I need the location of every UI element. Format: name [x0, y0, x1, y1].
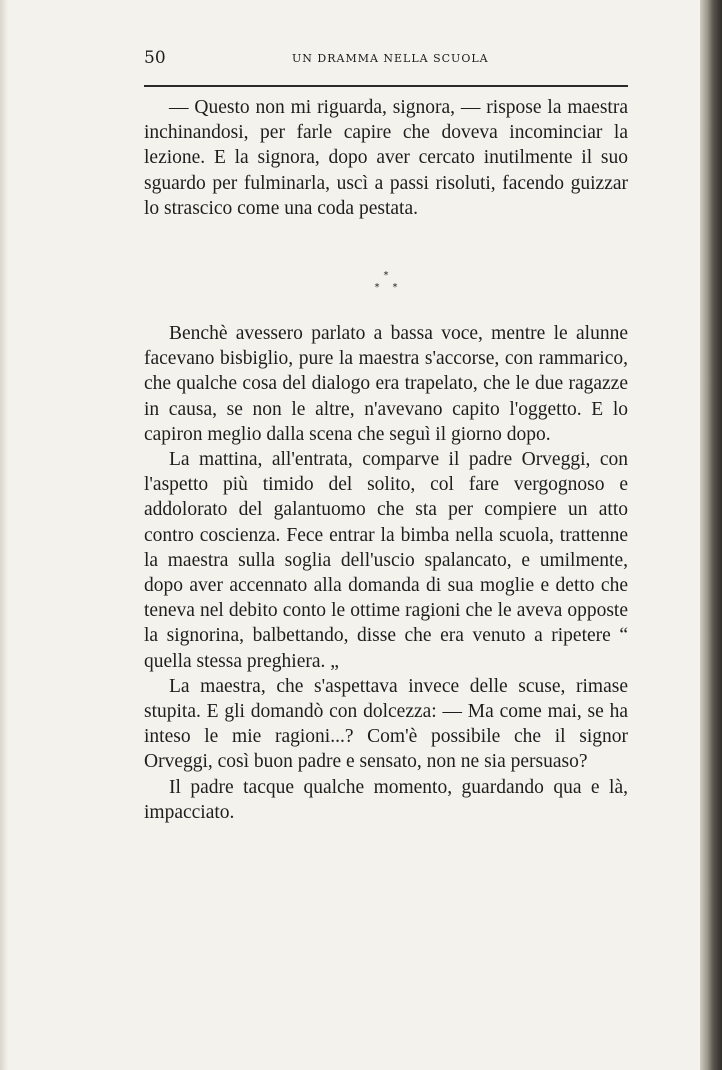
paragraph-5: Il padre tacque qualche momento, guardando qua e là, impacciato.	[144, 776, 628, 823]
asterism-icon	[356, 269, 416, 293]
paragraph-3: La mattina, all'entrata, comparve il padre Orveggi, con l'aspetto più timido del solito, col fare vergognoso e addolorato del galantuomo che sta per compiere un atto contro coscienza. Fece entrar la bimba nella scuola, trattenne la maestra sulla soglia dell'uscio spalancato, e umilmente, dopo aver accennato alla domanda di sua moglie e detto che teneva nel debito conto le ottime ragioni che le aveva opposte la signorina, balbettando, disse che era venuto a ripetere “ quella stessa preghiera. „	[144, 449, 628, 672]
body-text	[144, 95, 628, 825]
paragraph-4: La maestra, che s'aspettava invece delle scuse, rimase stupita. E gli domandò con dolcezza: — Ma come mai, se ha inteso le mie ragioni...? Com'è possibile che il signor Orveggi, così buon padre e sensato, non ne sia persuaso?	[144, 675, 628, 773]
section-break	[144, 221, 628, 321]
paragraph-2: Benchè avessero parlato a bassa voce, mentre le alunne facevano bisbiglio, pure la maestra s'accorse, con rammarico, che qualche cosa del dialogo era trapelato, che le due ragazze in causa, se non le altre, n'avevano capito l'oggetto. E lo capiron meglio dalla scena che seguì il giorno dopo.	[144, 323, 628, 445]
svg-text:*: *	[392, 282, 398, 294]
paragraph-1: — Questo non mi riguarda, signora, — rispose la maestra inchinandosi, per farle capire che doveva incominciar la lezione. E la signora, dopo aver cercato inutilmente il suo sguardo per fulminarla, uscì a passi risoluti, facendo guizzar lo strascico come una coda pestata.	[144, 97, 628, 219]
svg-text:*: *	[374, 282, 380, 294]
header-rule	[144, 85, 628, 87]
svg-text:*: *	[383, 270, 389, 282]
page-header	[144, 44, 628, 74]
book-spine-shadow	[700, 0, 722, 1070]
page-left-edge	[0, 0, 8, 1070]
page-number: 50	[144, 48, 166, 68]
running-title: UN DRAMMA NELLA SCUOLA	[292, 52, 489, 65]
